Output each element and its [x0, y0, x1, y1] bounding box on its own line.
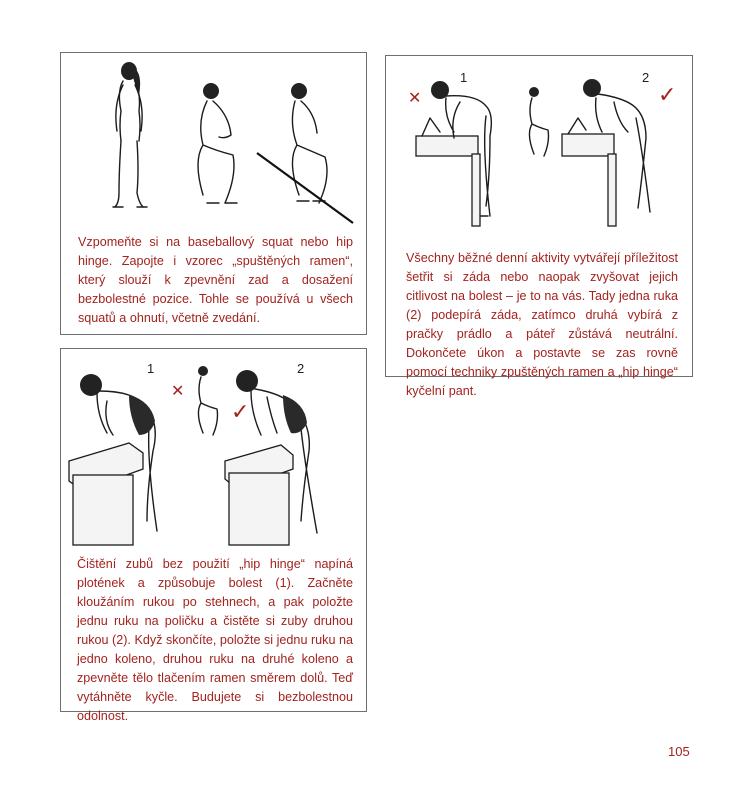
page-number: 105 [668, 744, 690, 759]
panel-caption [77, 555, 353, 726]
illustration-teeth-brushing [61, 349, 366, 554]
step-label-1: 1 [147, 361, 155, 376]
figure-squat [198, 83, 237, 203]
cross-mark-icon: ✕ [171, 383, 185, 400]
panel-teeth-brushing [60, 348, 367, 723]
sink-right [225, 445, 293, 545]
step-label-2: 2 [642, 70, 650, 85]
check-mark-icon: ✓ [231, 399, 250, 424]
caption-text: Vzpomeňte si na baseballový squat nebo hip hinge. Zapojte i vzorec „spuštěných ramen“, který slouží k zpevnění zad a dosažení bezbolestné pozice. Tohle se používá u všech squatů a ohnutí, včetně zvedání. [78, 235, 353, 325]
cross-mark-icon: ✕ [408, 90, 422, 107]
sink-left [69, 443, 143, 545]
step-label-1: 1 [460, 70, 468, 85]
figure-middle-small [198, 366, 218, 435]
caption-text: Čištění zubů bez použití „hip hinge“ napíná plotének a způsobuje bolest (1). Začněte kloužáním rukou po stehnech, a pak položte jednu ruku na poličku a čistěte si zuby druhou rukou (2). Když skončíte, položte si jednu ruku na jedno koleno, druhou ruku na druhé koleno a zpevněte tělo tlačením ramen směrem dolů. Teď vytáhněte kyčle. Budujete si bezbolestnou odolnost. [77, 557, 353, 723]
panel-caption [406, 249, 678, 401]
caption-text: Všechny běžné denní aktivity vytvářejí příležitost šetřit si záda nebo naopak zvyšovat jejich citlivost na bolest – je to na vás. Tady jedna ruka (2) podepírá záda, zatímco druhá vybírá z pračky prádlo a páteř zůstává neutrální. Dokončete úkon a postavte se zas rovně pomocí techniky zpuštěných ramen a „hip hinge“ kyčelní pant. [406, 251, 678, 398]
step-label-2: 2 [297, 361, 305, 376]
panel-laundry [385, 55, 693, 398]
washing-machine-right [562, 118, 616, 226]
check-mark-icon: ✓ [658, 82, 677, 107]
panel-squat-sequence [60, 52, 367, 335]
washing-machine-left [416, 118, 480, 226]
panel-caption [78, 233, 353, 328]
figure-standing [113, 62, 147, 207]
illustration-squat-figures [61, 53, 366, 228]
figure-hinge-stick [257, 83, 353, 223]
figure-middle-small [529, 87, 549, 156]
